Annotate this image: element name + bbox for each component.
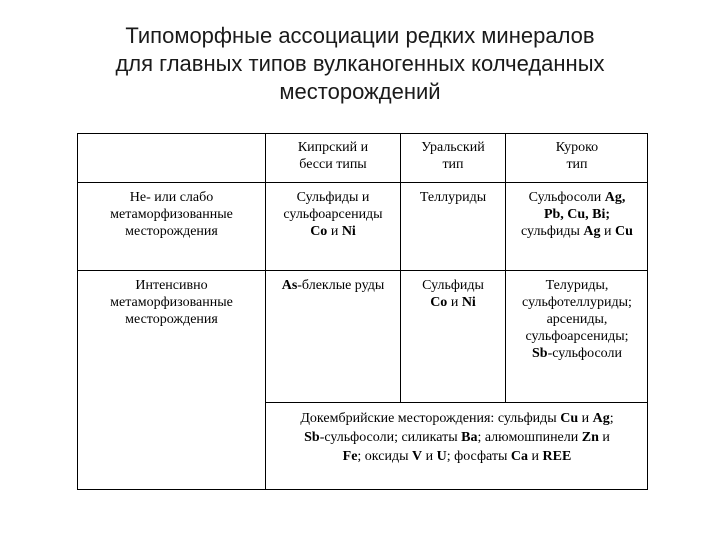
cell-weak-kuroko: Сульфосоли Ag, Pb, Cu, Bi; сульфиды Ag и Cu	[521, 190, 633, 239]
grid-vline-2	[400, 134, 401, 403]
grid-hline-1	[78, 182, 648, 183]
cell-intense-ural: Сульфиды Co и Ni	[422, 278, 484, 310]
cell-intense-cyprus: As-блеклые руды	[281, 278, 385, 293]
row-label-weak: Не- или слабо метаморфизованные месторождения	[110, 190, 233, 239]
title-line-2: для главных типов вулканогенных колчеданных	[115, 51, 605, 76]
grid-hline-2	[78, 270, 648, 271]
header-ural-type: Уральский тип	[421, 140, 485, 172]
title-line-1: Типоморфные ассоциации редких минералов	[125, 23, 595, 48]
cell-weak-cyprus: Сульфиды и сульфоарсениды Co и Ni	[283, 190, 383, 239]
grid-vline-3	[505, 134, 506, 403]
header-kuroko-type: Куроко тип	[555, 140, 599, 172]
cell-intense-kuroko: Телуриды, сульфотеллуриды; арсениды, сульфоарсениды; Sb-сульфосоли	[522, 278, 632, 361]
title-line-3: месторождений	[279, 79, 441, 104]
cell-weak-ural: Теллуриды	[419, 190, 487, 205]
header-cyprus-type: Кипрский и бесси типы	[297, 140, 369, 172]
minerals-table	[77, 133, 648, 490]
grid-hline-3	[265, 402, 648, 403]
page-title	[40, 22, 680, 106]
cell-precambrian: Докембрийские месторождения: сульфиды Cu и Ag; Sb-сульфосоли; силикаты Ba; алюмошпинели Zn и Fe; оксиды V и U; фосфаты Ca и REE	[300, 411, 614, 464]
row-label-intense: Интенсивно метаморфизованные месторождения	[110, 278, 233, 327]
